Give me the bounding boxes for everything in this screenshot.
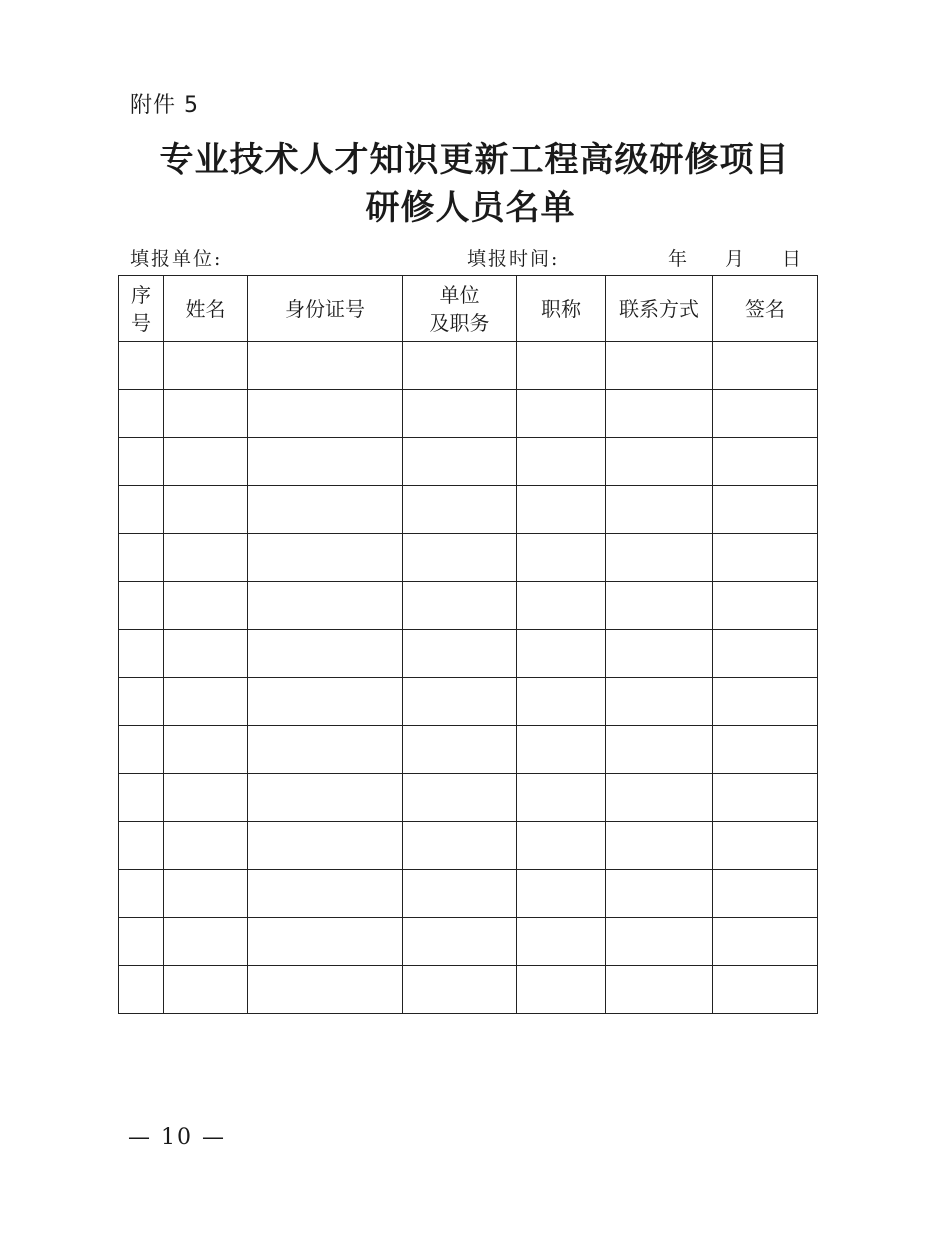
table-cell[interactable] <box>606 486 713 534</box>
table-cell[interactable] <box>713 678 818 726</box>
table-cell[interactable] <box>119 822 164 870</box>
table-cell[interactable] <box>517 390 606 438</box>
table-cell[interactable] <box>606 582 713 630</box>
table-cell[interactable] <box>119 390 164 438</box>
table-cell[interactable] <box>517 342 606 390</box>
table-cell[interactable] <box>119 678 164 726</box>
table-cell[interactable] <box>119 342 164 390</box>
column-header-line: 联系方式 <box>619 296 699 321</box>
table-cell[interactable] <box>248 390 403 438</box>
table-cell[interactable] <box>248 966 403 1014</box>
table-cell[interactable] <box>164 678 248 726</box>
column-header-line: 姓名 <box>185 296 226 321</box>
column-header-line: 号 <box>131 310 151 335</box>
table-cell[interactable] <box>713 390 818 438</box>
table-cell[interactable] <box>606 966 713 1014</box>
table-cell[interactable] <box>164 726 248 774</box>
table-row <box>119 774 818 822</box>
table-header-row <box>119 276 818 342</box>
table-cell[interactable] <box>517 726 606 774</box>
column-header-contact <box>606 276 713 342</box>
column-header-id-number <box>248 276 403 342</box>
table-cell[interactable] <box>517 774 606 822</box>
table-cell[interactable] <box>403 822 517 870</box>
table-cell[interactable] <box>248 534 403 582</box>
table-row <box>119 870 818 918</box>
table-row <box>119 486 818 534</box>
table-cell[interactable] <box>606 630 713 678</box>
table-cell[interactable] <box>713 342 818 390</box>
table-cell[interactable] <box>119 870 164 918</box>
table-cell[interactable] <box>713 438 818 486</box>
table-row <box>119 726 818 774</box>
table-cell[interactable] <box>517 822 606 870</box>
table-cell[interactable] <box>164 582 248 630</box>
table-cell[interactable] <box>517 678 606 726</box>
column-header-signature <box>713 276 818 342</box>
table-cell[interactable] <box>248 726 403 774</box>
column-header-line: 序 <box>131 282 151 307</box>
table-cell[interactable] <box>606 678 713 726</box>
table-cell[interactable] <box>517 918 606 966</box>
column-header-line: 及职务 <box>429 310 490 335</box>
table-cell[interactable] <box>403 678 517 726</box>
table-cell[interactable] <box>606 918 713 966</box>
table-cell[interactable] <box>119 918 164 966</box>
table-cell[interactable] <box>164 774 248 822</box>
table-cell[interactable] <box>164 966 248 1014</box>
table-cell[interactable] <box>164 870 248 918</box>
table-row <box>119 582 818 630</box>
table-cell[interactable] <box>403 870 517 918</box>
table-cell[interactable] <box>403 486 517 534</box>
column-header-line: 单位 <box>439 282 480 307</box>
table-row <box>119 630 818 678</box>
page-number: — 10 — <box>128 1125 226 1150</box>
table-row <box>119 342 818 390</box>
annex-label: 附件 5 <box>130 93 199 118</box>
table-cell[interactable] <box>403 726 517 774</box>
table-cell[interactable] <box>713 966 818 1014</box>
table-cell[interactable] <box>248 582 403 630</box>
table-cell[interactable] <box>517 630 606 678</box>
document-title-line-2: 研修人员名单 <box>365 188 576 228</box>
table-cell[interactable] <box>606 390 713 438</box>
table-cell[interactable] <box>248 342 403 390</box>
table-cell[interactable] <box>606 870 713 918</box>
day-label: 日 <box>782 248 804 270</box>
table-cell[interactable] <box>119 486 164 534</box>
table-row <box>119 390 818 438</box>
table-cell[interactable] <box>517 486 606 534</box>
table-row <box>119 822 818 870</box>
table-cell[interactable] <box>403 390 517 438</box>
table-cell[interactable] <box>606 726 713 774</box>
document-title-line-1: 专业技术人才知识更新工程高级研修项目 <box>159 140 790 180</box>
table-cell[interactable] <box>517 966 606 1014</box>
column-header-professional-title <box>517 276 606 342</box>
table-cell[interactable] <box>164 342 248 390</box>
table-row <box>119 534 818 582</box>
table-cell[interactable] <box>119 534 164 582</box>
table-row <box>119 918 818 966</box>
column-header-line: 职称 <box>541 296 581 321</box>
table-cell[interactable] <box>119 630 164 678</box>
table-cell[interactable] <box>517 438 606 486</box>
table-cell[interactable] <box>403 774 517 822</box>
table-cell[interactable] <box>403 582 517 630</box>
table-cell[interactable] <box>713 870 818 918</box>
table-cell[interactable] <box>713 534 818 582</box>
table-cell[interactable] <box>713 774 818 822</box>
table-cell[interactable] <box>403 918 517 966</box>
column-header-line: 签名 <box>745 296 785 321</box>
table-cell[interactable] <box>248 822 403 870</box>
year-label: 年 <box>668 248 690 270</box>
table-cell[interactable] <box>119 726 164 774</box>
table-cell[interactable] <box>164 630 248 678</box>
table-cell[interactable] <box>164 438 248 486</box>
column-header-serial-number <box>119 276 164 342</box>
column-header-name <box>164 276 248 342</box>
table-cell[interactable] <box>713 822 818 870</box>
table-cell[interactable] <box>606 342 713 390</box>
table-cell[interactable] <box>403 438 517 486</box>
month-label: 月 <box>725 248 747 270</box>
table-cell[interactable] <box>713 486 818 534</box>
table-cell[interactable] <box>119 966 164 1014</box>
table-cell[interactable] <box>248 774 403 822</box>
table-cell[interactable] <box>119 582 164 630</box>
table-cell[interactable] <box>248 630 403 678</box>
table-row <box>119 438 818 486</box>
filling-time-label: 填报时间: <box>467 248 560 270</box>
table-cell[interactable] <box>403 630 517 678</box>
table-cell[interactable] <box>517 870 606 918</box>
table-cell[interactable] <box>164 486 248 534</box>
table-cell[interactable] <box>248 870 403 918</box>
table-cell[interactable] <box>403 534 517 582</box>
table-cell[interactable] <box>606 438 713 486</box>
table-cell[interactable] <box>713 726 818 774</box>
table-cell[interactable] <box>248 486 403 534</box>
column-header-line: 身份证号 <box>285 296 365 321</box>
table-cell[interactable] <box>164 390 248 438</box>
table-cell[interactable] <box>119 774 164 822</box>
table-cell[interactable] <box>403 342 517 390</box>
table-cell[interactable] <box>606 822 713 870</box>
table-cell[interactable] <box>517 534 606 582</box>
table-cell[interactable] <box>403 966 517 1014</box>
table-cell[interactable] <box>606 774 713 822</box>
trainee-roster-table <box>118 275 818 1014</box>
table-cell[interactable] <box>248 438 403 486</box>
table-cell[interactable] <box>248 918 403 966</box>
table-cell[interactable] <box>119 438 164 486</box>
table-cell[interactable] <box>164 918 248 966</box>
column-header-unit-and-position <box>403 276 517 342</box>
table-cell[interactable] <box>713 918 818 966</box>
table-cell[interactable] <box>164 822 248 870</box>
table-row <box>119 966 818 1014</box>
table-cell[interactable] <box>248 678 403 726</box>
table-body <box>119 342 818 1014</box>
table-cell[interactable] <box>606 534 713 582</box>
table-cell[interactable] <box>713 582 818 630</box>
table-cell[interactable] <box>164 534 248 582</box>
table-row <box>119 678 818 726</box>
table-cell[interactable] <box>713 630 818 678</box>
filling-unit-label: 填报单位: <box>130 248 223 270</box>
table-cell[interactable] <box>517 582 606 630</box>
